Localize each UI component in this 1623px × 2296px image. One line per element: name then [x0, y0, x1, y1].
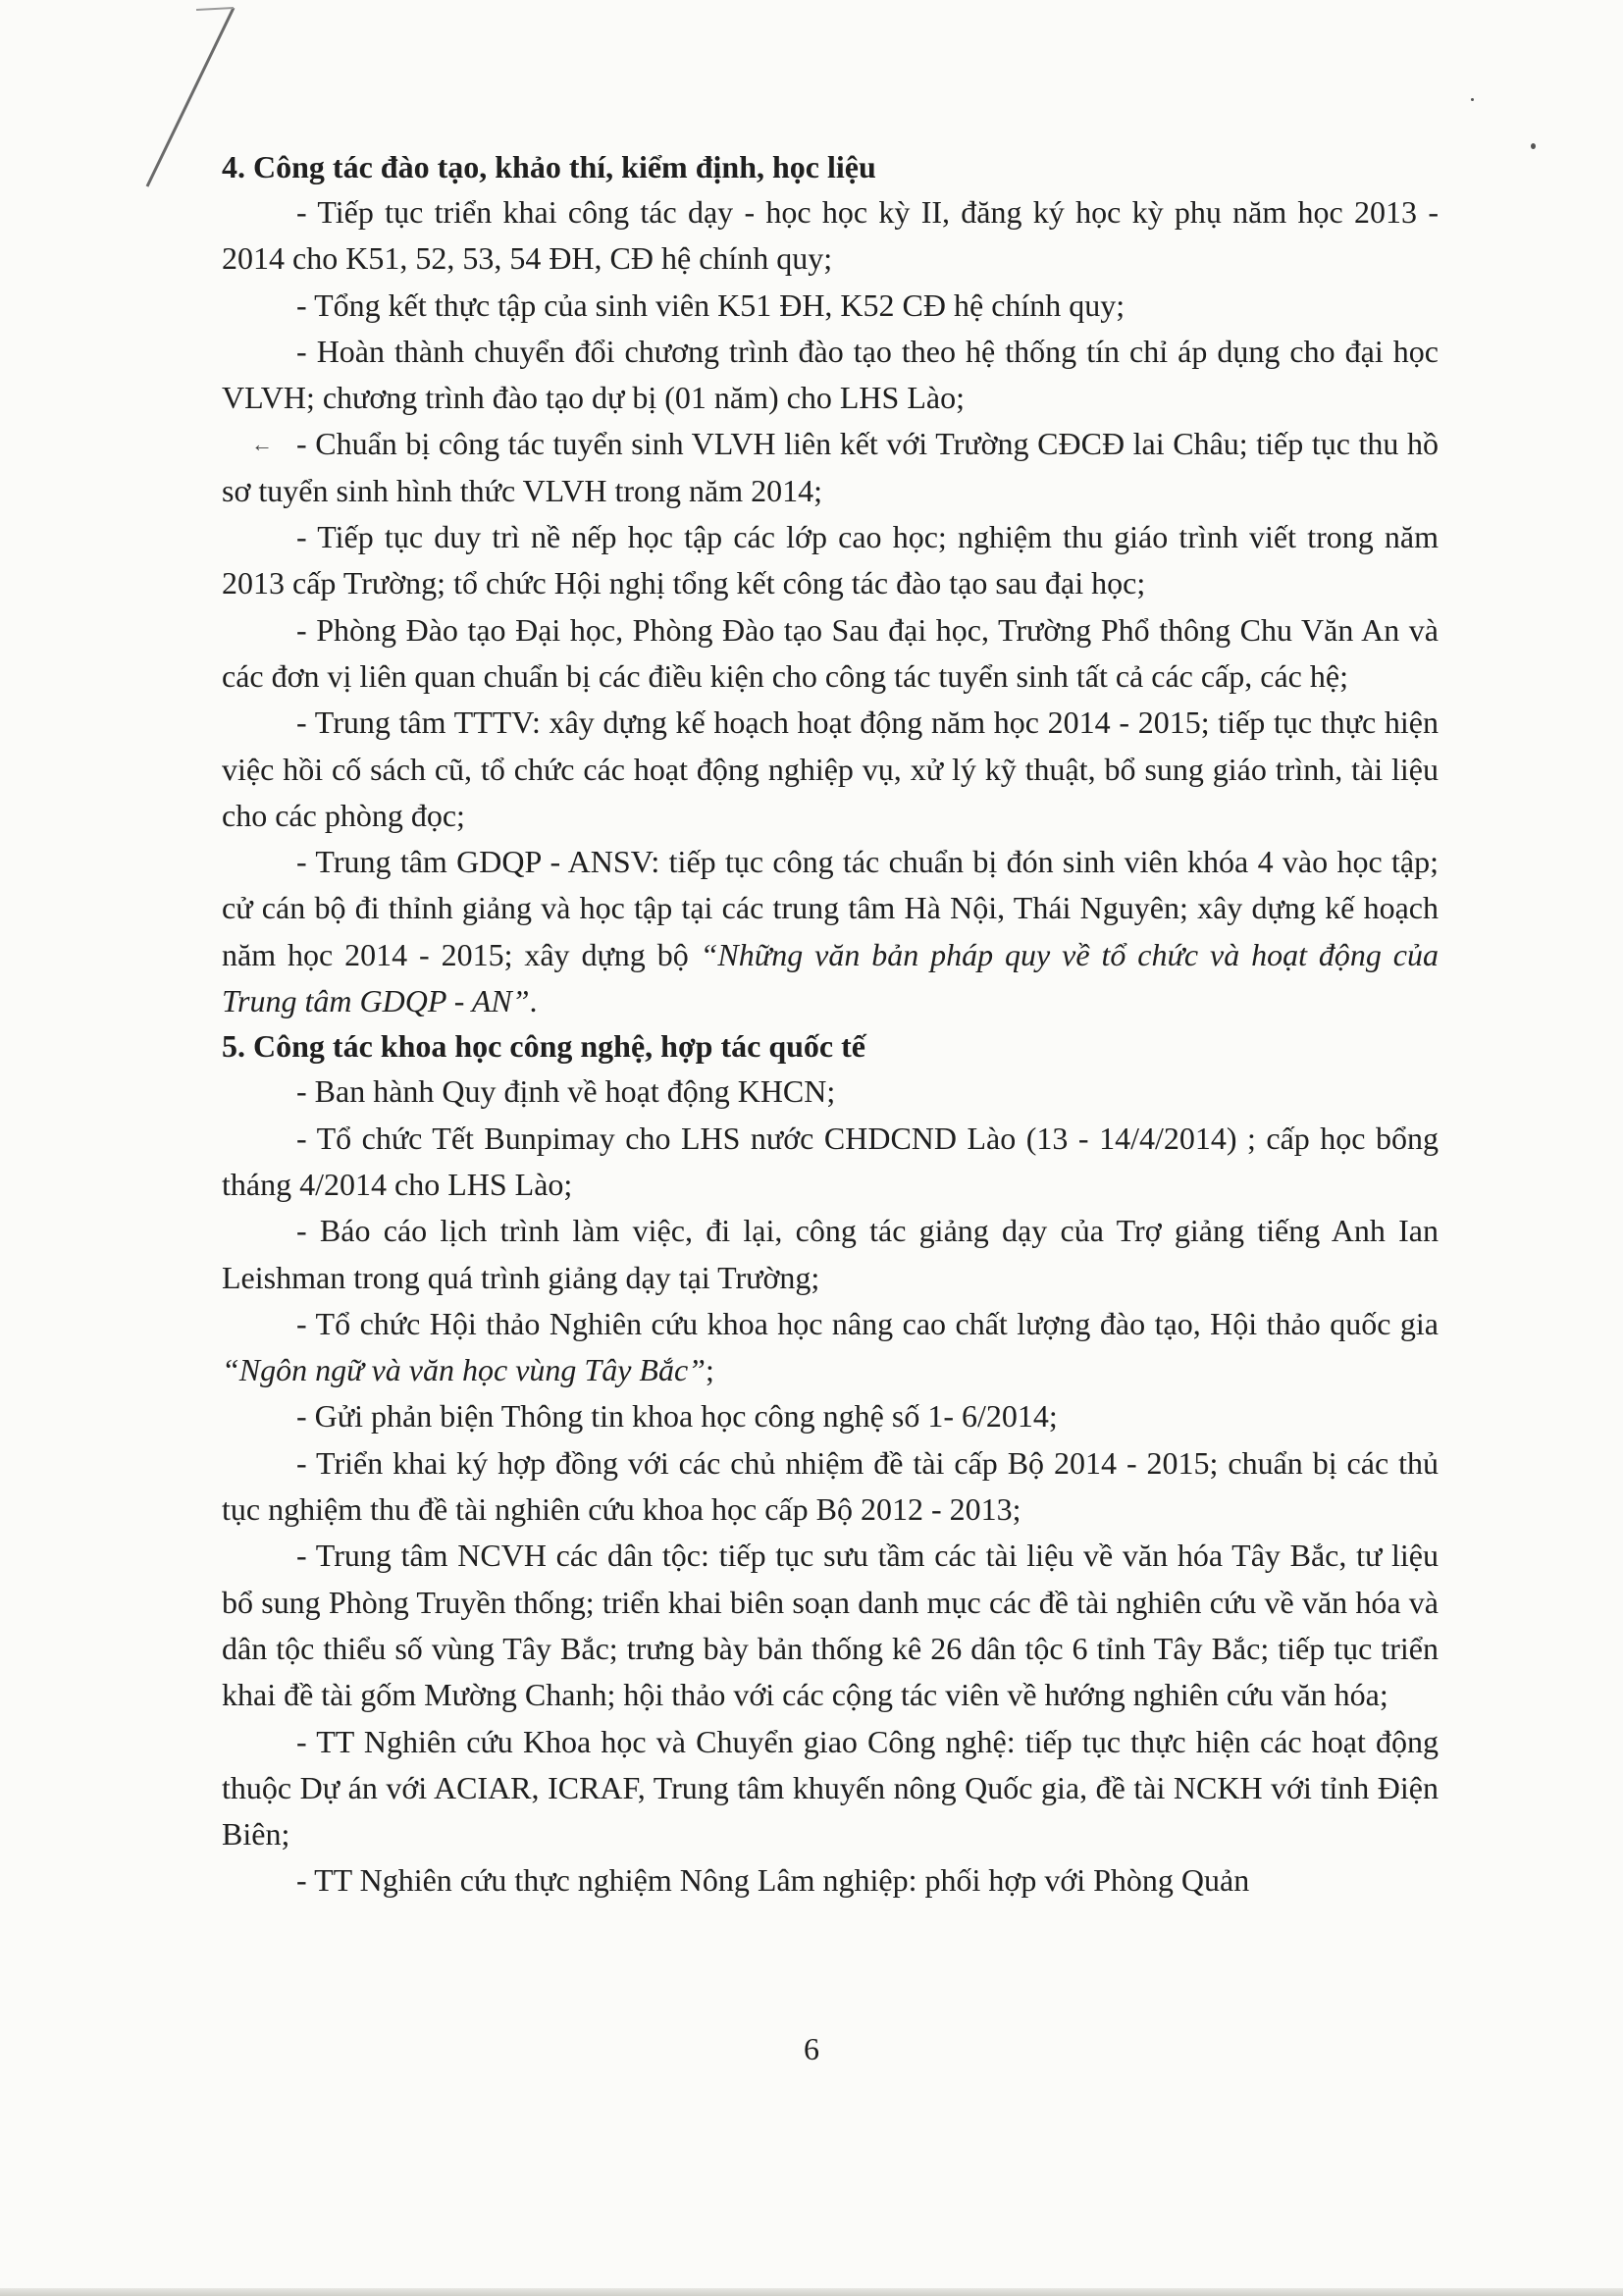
scan-bottom-edge: [0, 2288, 1623, 2296]
list-item: - Ban hành Quy định về hoạt động KHCN;: [296, 1073, 836, 1110]
document-body: [222, 145, 1439, 1905]
item-text: - Trung tâm GDQP - ANSV: tiếp tục công tác chuẩn bị đón sinh viên khóa 4 vào học tập; cử cán bộ đi thỉnh giảng và học tập tại các trung tâm Hà Nội, Thái Nguyên; xây dựng kế hoạch năm học 2014 - 2015; xây dựng bộ: [222, 844, 1439, 972]
list-item: - Gửi phản biện Thông tin khoa học công nghệ số 1- 6/2014;: [296, 1398, 1058, 1435]
item-text-end: .: [529, 983, 538, 1019]
scan-speck: [1531, 143, 1536, 149]
list-item-conference: [222, 1301, 1439, 1394]
margin-mark: ←: [251, 432, 273, 456]
item-text-end: ;: [705, 1352, 714, 1388]
scan-speck: [1471, 98, 1474, 101]
page-fold-mark: [0, 0, 255, 196]
list-item: - TT Nghiên cứu thực nghiệm Nông Lâm nghiệp: phối hợp với Phòng Quản: [296, 1862, 1250, 1899]
item-italic-title: “Những văn bản pháp quy về tổ chức và hoạt động của Trung tâm GDQP - AN”: [222, 936, 1440, 1019]
list-item: - Tiếp tục triển khai công tác dạy - học học kỳ II, đăng ký học kỳ phụ năm học 2013 - 2014 cho K51, 52, 53, 54 ĐH, CĐ hệ chính quy;: [222, 194, 1439, 277]
list-item: - TT Nghiên cứu Khoa học và Chuyển giao Công nghệ: tiếp tục thực hiện các hoạt động thuộc Dự án với ACIAR, ICRAF, Trung tâm khuyến nông Quốc gia, đề tài NCKH với tỉnh Điện Biên;: [222, 1723, 1439, 1852]
list-item: - Hoàn thành chuyển đổi chương trình đào tạo theo hệ thống tín chỉ áp dụng cho đại học VLVH; chương trình đào tạo dự bị (01 năm) cho LHS Lào;: [222, 333, 1439, 416]
list-item: - Báo cáo lịch trình làm việc, đi lại, công tác giảng dạy của Trợ giảng tiếng Anh Ian Leishman trong quá trình giảng dạy tại Trường;: [222, 1213, 1439, 1295]
list-item: - Chuẩn bị công tác tuyển sinh VLVH liên kết với Trường CĐCĐ lai Châu; tiếp tục thu hồ sơ tuyển sinh hình thức VLVH trong năm 2014;: [222, 426, 1439, 508]
list-item: - Trung tâm NCVH các dân tộc: tiếp tục sưu tầm các tài liệu về văn hóa Tây Bắc, tư liệu bổ sung Phòng Truyền thống; triển khai biên soạn danh mục các đề tài nghiên cứu về văn hóa và dân tộc thiểu số vùng Tây Bắc; trưng bày bản thống kê 26 dân tộc 6 tỉnh Tây Bắc; tiếp tục triển khai đề tài gốm Mường Chanh; hội thảo với các cộng tác viên về hướng nghiên cứu văn hóa;: [222, 1538, 1439, 1713]
item-text: - Tổ chức Hội thảo Nghiên cứu khoa học nâng cao chất lượng đào tạo, Hội thảo quốc gia: [296, 1305, 1439, 1341]
list-item: - Phòng Đào tạo Đại học, Phòng Đào tạo Sau đại học, Trường Phổ thông Chu Văn An và các đơn vị liên quan chuẩn bị các điều kiện cho công tác tuyển sinh tất cả các cấp, các hệ;: [222, 611, 1439, 694]
list-item: - Tổ chức Tết Bunpimay cho LHS nước CHDCND Lào (13 - 14/4/2014) ; cấp học bổng tháng 4/2014 cho LHS Lào;: [222, 1120, 1439, 1202]
section-heading-4: 4. Công tác đào tạo, khảo thí, kiểm định, học liệu: [222, 149, 876, 184]
list-item: - Tiếp tục duy trì nề nếp học tập các lớp cao học; nghiệm thu giáo trình viết trong năm 2013 cấp Trường; tổ chức Hội nghị tổng kết công tác đào tạo sau đại học;: [222, 519, 1439, 601]
list-item: - Trung tâm TTTV: xây dựng kế hoạch hoạt động năm học 2014 - 2015; tiếp tục thực hiện việc hồi cố sách cũ, tổ chức các hoạt động nghiệp vụ, xử lý kỹ thuật, bổ sung giáo trình, tài liệu cho các phòng đọc;: [222, 704, 1439, 833]
list-item: - Tổng kết thực tập của sinh viên K51 ĐH, K52 CĐ hệ chính quy;: [296, 287, 1126, 323]
list-item: - Triển khai ký hợp đồng với các chủ nhiệm đề tài cấp Bộ 2014 - 2015; chuẩn bị các thủ tục nghiệm thu đề tài nghiên cứu khoa học cấp Bộ 2012 - 2013;: [222, 1444, 1439, 1528]
page-number: 6: [804, 2031, 819, 2066]
section-heading-5: 5. Công tác khoa học công nghệ, hợp tác quốc tế: [222, 1028, 865, 1065]
list-item-gdqp: [222, 839, 1439, 1024]
item-italic-title: “Ngôn ngữ và văn học vùng Tây Bắc”: [222, 1352, 706, 1388]
